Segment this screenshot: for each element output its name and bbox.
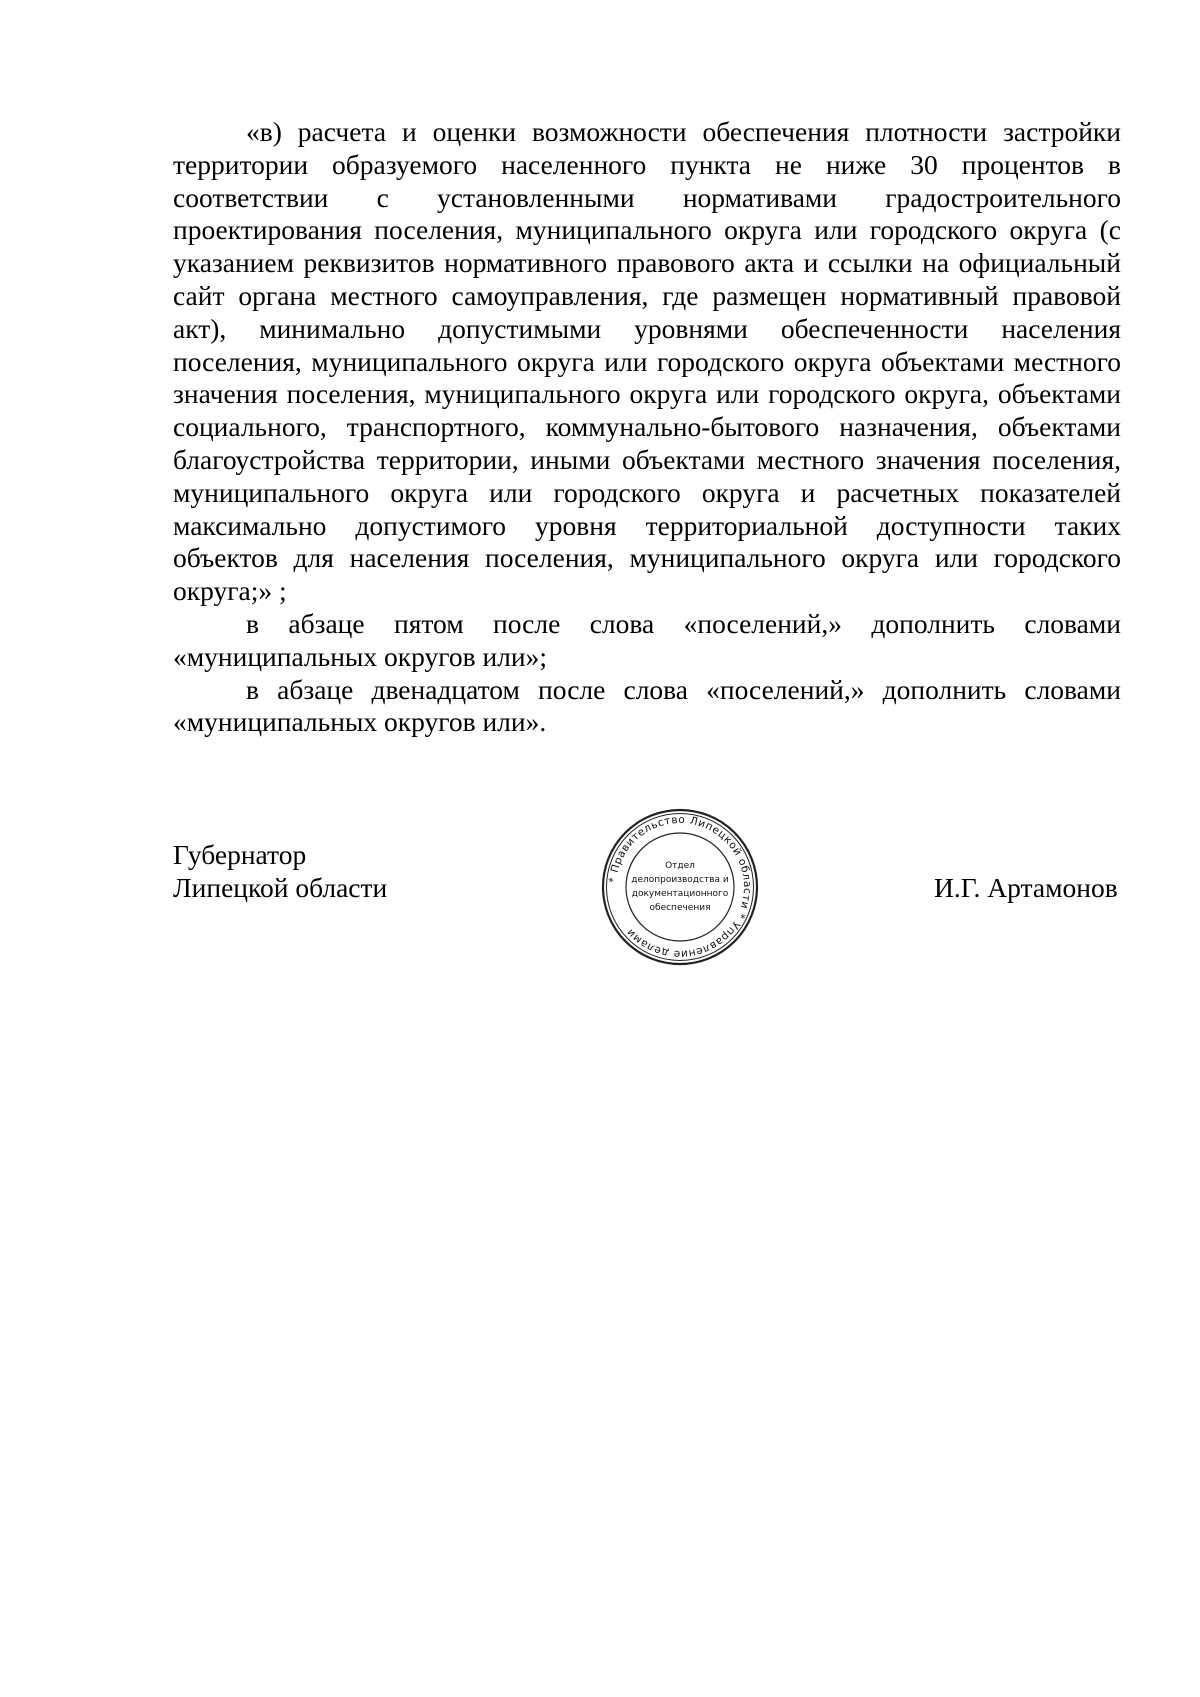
signatory-title-line2: Липецкой области: [173, 872, 388, 903]
signatory-title-line1: Губернатор: [173, 839, 307, 870]
document-body: [173, 116, 1121, 739]
stamp-ring-text: * Правительство Липецкой области * Управление делами: [607, 813, 754, 961]
stamp-inner-line3: документационного: [631, 889, 729, 899]
paragraph-fifth-clause: в абзаце пятом после слова «поселений,» дополнить словами «муниципальных округов или»;: [173, 607, 1121, 672]
official-stamp: [600, 807, 760, 967]
stamp-inner-line4: обеспечения: [649, 903, 711, 913]
paragraph-amendment-v: «в) расчета и оценки возможности обеспечения плотности застройки территории образуемого населенного пункта не ниже 30 процентов в соответствии с установленными нормативами градостроительного проектирования поселения, муниципального округа или городского округа (с указанием реквизитов нормативного правового акта и ссылки на официальный сайт органа местного самоуправления, где размещен нормативный правовой акт), минимально допустимыми уровнями обеспеченности населения поселения, муниципального округа или городского округа объектами местного значения поселения, муниципального округа или городского округа, объектами социального, транспортного, коммунально-бытового назначения, объектами благоустройства территории, иными объектами местного значения поселения, муниципального округа или городского округа и расчетных показателей максимально допустимого уровня территориальной доступности таких объектов для населения поселения, муниципального округа или городского округа;» ;: [173, 116, 1121, 607]
stamp-inner-line2: делопроизводства и: [631, 875, 729, 885]
stamp-inner-line1: Отдел: [665, 861, 695, 871]
signatory-title: [173, 838, 387, 904]
paragraph-twelfth-clause: в абзаце двенадцатом после слова «поселений,» дополнить словами «муниципальных округов или».: [173, 673, 1121, 738]
signatory-name: И.Г. Артамонов: [934, 872, 1118, 903]
